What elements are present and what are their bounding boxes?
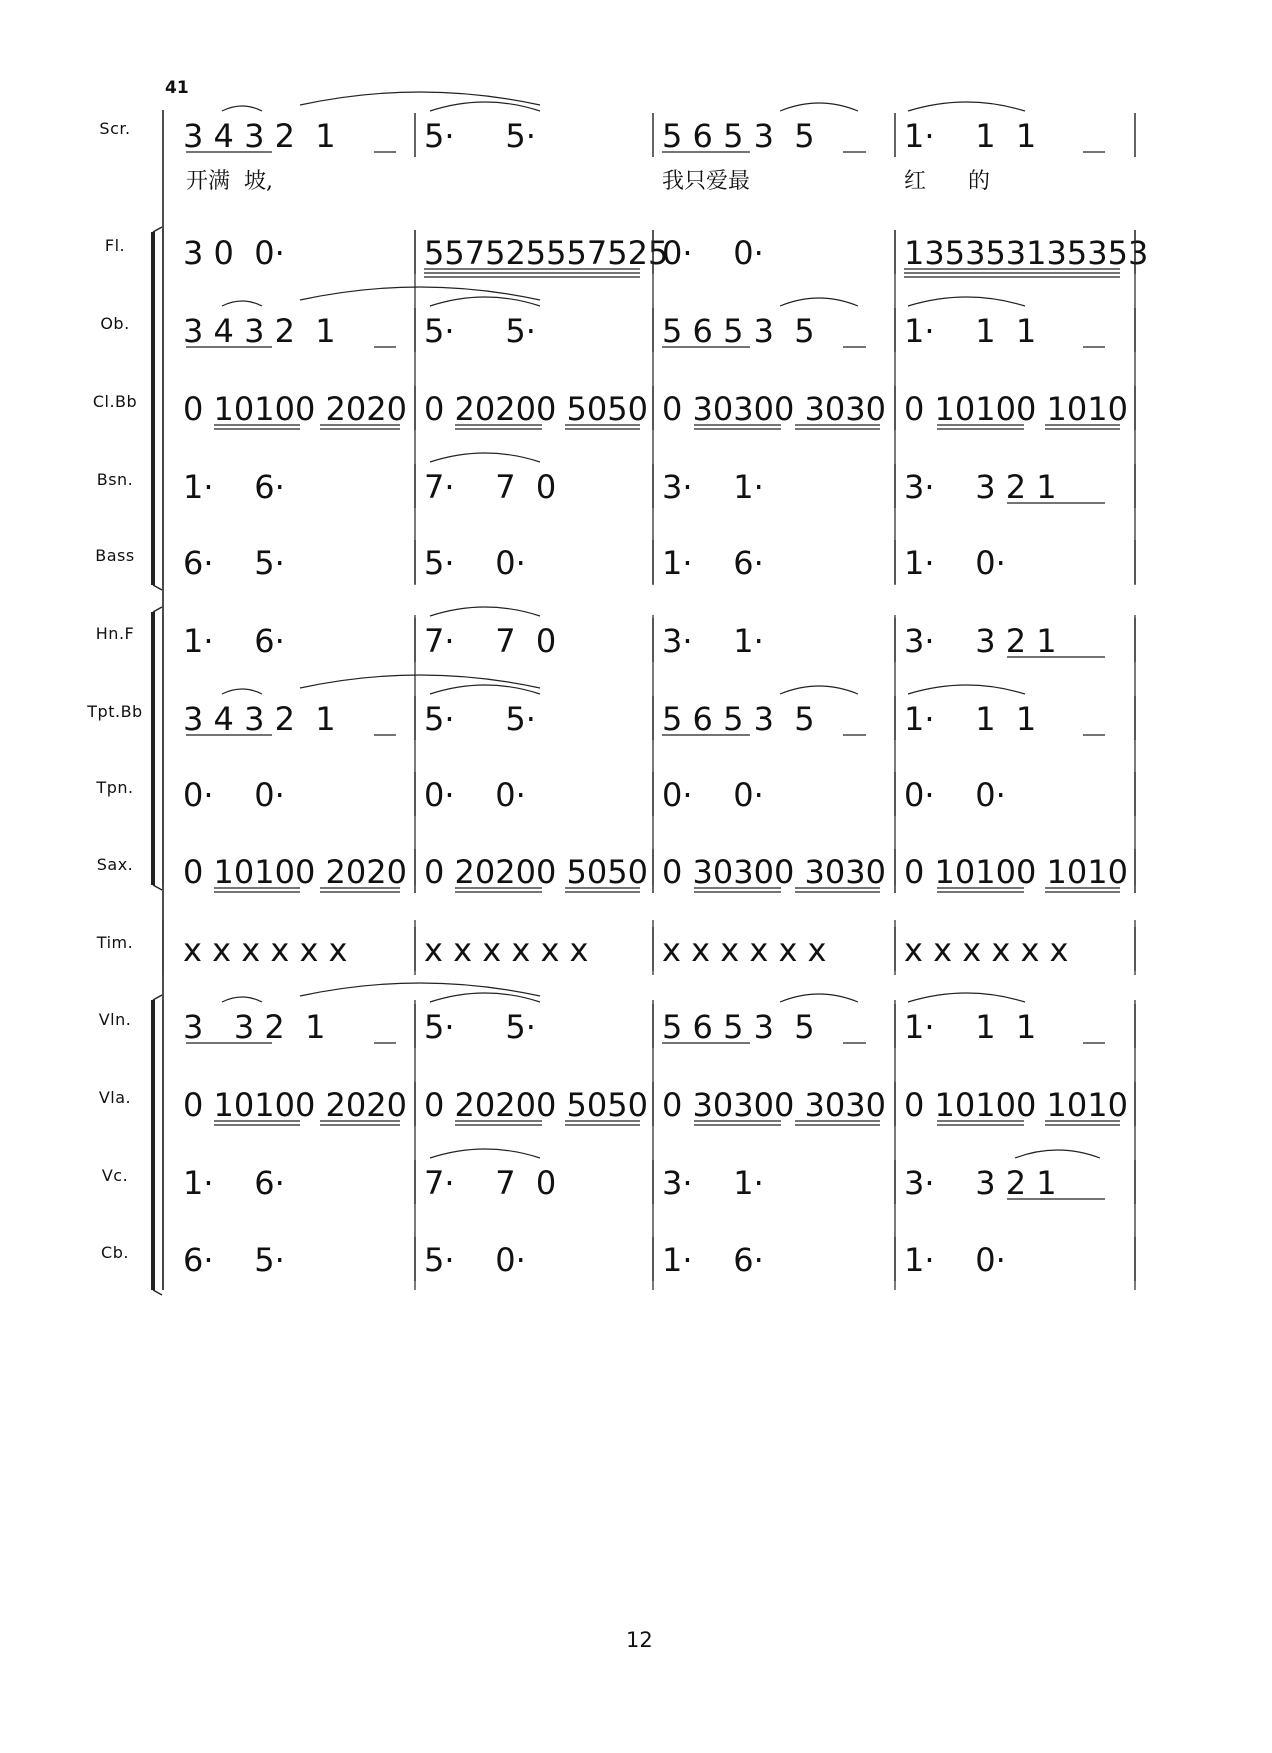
measure-notes: 5· 5· — [424, 312, 536, 350]
measure-notes: 5· 5· — [424, 700, 536, 738]
measure-notes: 0· 0· — [662, 234, 764, 272]
measure-notes: 5 6 5 3 5 — [662, 1008, 815, 1046]
slur — [1015, 1150, 1100, 1158]
measure-notes: 3 4 3 2 1 — [183, 117, 336, 155]
bracket-hook — [153, 227, 162, 232]
measure-notes: 0 10100 2020 — [183, 390, 407, 428]
slur — [430, 297, 540, 306]
measure-notes: 0· 0· — [183, 776, 285, 814]
staff-label: Hn.F — [95, 624, 135, 643]
measure-notes: 0 20200 5050 — [424, 853, 648, 891]
measure-notes: 1· 6· — [662, 1241, 764, 1279]
measure-notes: 3· 1· — [662, 468, 764, 506]
measure-notes: 5· 5· — [424, 117, 536, 155]
measure-notes: 1· 0· — [904, 544, 1006, 582]
measure-notes: 3 4 3 2 1 — [183, 700, 336, 738]
slur — [430, 102, 540, 111]
tie — [430, 607, 540, 616]
measure-notes: 7· 7 0 — [424, 1164, 557, 1202]
slur — [430, 685, 540, 694]
measure-notes: 5 6 5 3 5 — [662, 700, 815, 738]
slur — [780, 994, 858, 1002]
measure-notes: 0 30300 3030 — [662, 1086, 886, 1124]
staff-label: Cb. — [101, 1243, 129, 1262]
measure-notes: x x x x x x — [183, 931, 348, 969]
page-number: 12 — [626, 1628, 653, 1652]
lyric-text: 红 的 — [904, 169, 990, 194]
slur — [222, 301, 262, 306]
staff-label: Sax. — [96, 855, 134, 874]
measure-notes: 7· 7 0 — [424, 622, 557, 660]
measure-notes: 0 20200 5050 — [424, 390, 648, 428]
measure-notes: x x x x x x — [424, 931, 589, 969]
measure-notes: x x x x x x — [662, 931, 827, 969]
measure-notes: 1· 6· — [662, 544, 764, 582]
measure-notes: 3· 3 2 1 — [904, 622, 1057, 660]
staff-label: Scr. — [99, 119, 131, 138]
measure-notes: 135353135353 — [904, 234, 1149, 272]
measure-notes: 1· 6· — [183, 1164, 285, 1202]
staff-label: Vla. — [98, 1088, 132, 1107]
staff-label: Ob. — [100, 314, 130, 333]
measure-notes: 0 10100 1010 — [904, 1086, 1128, 1124]
slur — [908, 993, 1025, 1002]
measure-notes: 1· 1 1 — [904, 312, 1037, 350]
slur — [780, 103, 858, 111]
slur — [908, 685, 1025, 694]
slur — [222, 689, 262, 694]
measure-notes: 0 30300 3030 — [662, 853, 886, 891]
staff-label: Bsn. — [96, 470, 134, 489]
measure-notes: 3· 1· — [662, 1164, 764, 1202]
measure-notes: 0 10100 1010 — [904, 853, 1128, 891]
measure-notes: 7· 7 0 — [424, 468, 557, 506]
measure-notes: 5 6 5 3 5 — [662, 312, 815, 350]
measure-number: 41 — [165, 78, 189, 98]
tie — [430, 1149, 540, 1158]
staff-label: Tpn. — [96, 778, 134, 797]
slur — [908, 297, 1025, 306]
staff-label: Fl. — [104, 236, 126, 255]
measure-notes: 0· 0· — [662, 776, 764, 814]
measure-notes: 3 3 2 1 — [183, 1008, 326, 1046]
measure-notes: 1· 6· — [183, 622, 285, 660]
staff-label: Cl.Bb — [92, 392, 138, 411]
measure-notes: 0 10100 2020 — [183, 853, 407, 891]
slur — [908, 102, 1025, 111]
staff-label: Tim. — [96, 933, 134, 952]
bracket-hook — [153, 885, 162, 890]
measure-notes: 3 4 3 2 1 — [183, 312, 336, 350]
measure-notes: 3· 1· — [662, 622, 764, 660]
measure-notes: 0· 0· — [424, 776, 526, 814]
bracket-hook — [153, 585, 162, 590]
slur — [222, 997, 262, 1002]
measure-notes: x x x x x x — [904, 931, 1069, 969]
measure-notes: 5· 0· — [424, 544, 526, 582]
measure-notes: 6· 5· — [183, 544, 285, 582]
measure-notes: 0· 0· — [904, 776, 1006, 814]
slur — [780, 298, 858, 306]
measure-notes: 1· 1 1 — [904, 1008, 1037, 1046]
lyric-text: 我只爱最 — [662, 169, 751, 194]
measure-notes: 5· 5· — [424, 1008, 536, 1046]
measure-notes: 3 0 0· — [183, 234, 285, 272]
measure-notes: 557525557525 — [424, 234, 669, 272]
measure-notes: 1· 1 1 — [904, 700, 1037, 738]
measure-notes: 0 20200 5050 — [424, 1086, 648, 1124]
measure-notes: 5· 0· — [424, 1241, 526, 1279]
measure-notes: 0 30300 3030 — [662, 390, 886, 428]
lyric-text: 开满 坡, — [186, 169, 273, 194]
tie — [430, 453, 540, 462]
bracket-hook — [153, 607, 162, 612]
measure-notes: 1· 6· — [183, 468, 285, 506]
slur — [430, 993, 540, 1002]
measure-notes: 6· 5· — [183, 1241, 285, 1279]
bracket-hook — [153, 995, 162, 1000]
slur — [780, 686, 858, 694]
measure-notes: 0 10100 1010 — [904, 390, 1128, 428]
bracket-hook — [153, 1290, 162, 1295]
staff-label: Bass — [95, 546, 135, 565]
slur — [222, 106, 262, 111]
measure-notes: 1· 1 1 — [904, 117, 1037, 155]
staff-label: Vln. — [98, 1010, 132, 1029]
staff-label: Tpt.Bb — [87, 702, 143, 721]
measure-notes: 1· 0· — [904, 1241, 1006, 1279]
staff-label: Vc. — [101, 1166, 129, 1185]
measure-notes: 0 10100 2020 — [183, 1086, 407, 1124]
measure-notes: 3· 3 2 1 — [904, 1164, 1057, 1202]
measure-notes: 5 6 5 3 5 — [662, 117, 815, 155]
measure-notes: 3· 3 2 1 — [904, 468, 1057, 506]
